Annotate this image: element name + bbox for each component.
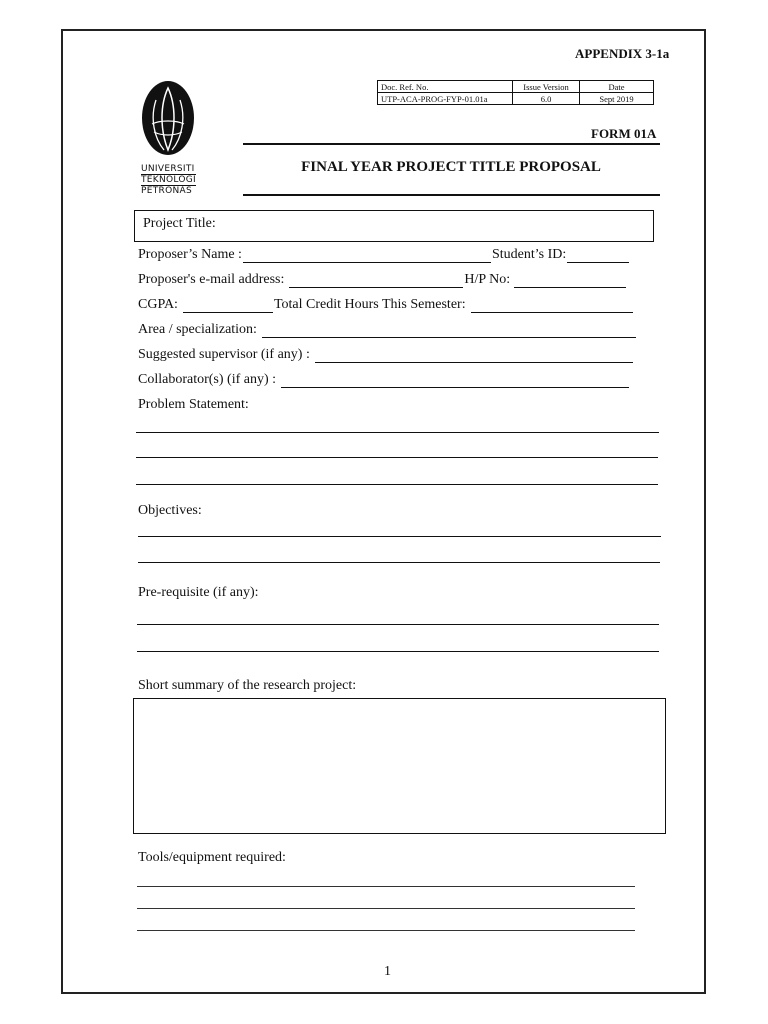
tools-line[interactable]	[137, 930, 635, 931]
prerequisite-line[interactable]	[137, 651, 659, 652]
date-value: Sept 2019	[580, 93, 654, 105]
problem-statement-line[interactable]	[136, 432, 659, 433]
prerequisite-label: Pre-requisite (if any):	[138, 585, 259, 600]
date-header: Date	[580, 81, 654, 93]
problem-statement-line[interactable]	[136, 484, 658, 485]
hp-no-field[interactable]	[514, 275, 626, 288]
cgpa-row	[138, 297, 634, 313]
form-title: FINAL YEAR PROJECT TITLE PROPOSAL	[301, 159, 601, 175]
form-code: FORM 01A	[591, 126, 657, 141]
area-field[interactable]	[262, 325, 636, 338]
doc-ref-value: UTP-ACA-PROG-FYP-01.01a	[378, 93, 513, 105]
credit-hours-field[interactable]	[471, 300, 633, 313]
appendix-label: APPENDIX 3-1a	[575, 46, 670, 61]
project-title-field[interactable]	[134, 210, 654, 242]
objectives-line[interactable]	[138, 562, 660, 563]
objectives-label: Objectives:	[138, 503, 202, 518]
proposer-name-label: Proposer’s Name :	[138, 247, 242, 262]
issue-version-value: 6.0	[513, 93, 580, 105]
logo-line: TEKNOLOGI	[141, 175, 197, 185]
objectives-line[interactable]	[138, 536, 661, 537]
doc-ref-header: Doc. Ref. No.	[378, 81, 513, 93]
project-title-label: Project Title:	[143, 216, 216, 231]
tools-line[interactable]	[137, 886, 635, 887]
header-rule-top	[243, 143, 660, 145]
summary-box[interactable]	[133, 698, 666, 834]
issue-version-header: Issue Version	[513, 81, 580, 93]
logo-line: UNIVERSITI	[141, 164, 195, 174]
email-label: Proposer's e-mail address:	[138, 272, 285, 287]
cgpa-label: CGPA:	[138, 297, 178, 312]
area-label: Area / specialization:	[138, 322, 257, 337]
proposer-name-field[interactable]	[243, 250, 491, 263]
supervisor-label: Suggested supervisor (if any) :	[138, 347, 310, 362]
collaborators-field[interactable]	[281, 375, 629, 388]
supervisor-row	[138, 347, 634, 363]
cgpa-field[interactable]	[183, 300, 273, 313]
collaborators-row	[138, 372, 630, 388]
area-row	[138, 322, 637, 338]
prerequisite-line[interactable]	[137, 624, 659, 625]
logo-wordmark	[141, 164, 196, 196]
problem-statement-line[interactable]	[136, 457, 658, 458]
summary-label: Short summary of the research project:	[138, 678, 357, 693]
credit-hours-label: Total Credit Hours This Semester:	[273, 297, 466, 312]
problem-statement-label: Problem Statement:	[138, 397, 249, 412]
tools-label: Tools/equipment required:	[138, 850, 286, 865]
student-id-label: Student’s ID:	[491, 247, 567, 262]
page-number: 1	[384, 964, 391, 979]
tools-line[interactable]	[137, 908, 635, 909]
supervisor-field[interactable]	[315, 350, 633, 363]
logo-line: PETRONAS	[141, 185, 196, 196]
header-rule-bottom	[243, 194, 660, 196]
student-id-field[interactable]	[567, 250, 629, 263]
email-field[interactable]	[289, 275, 463, 288]
doc-ref-table	[377, 80, 654, 105]
proposer-row	[138, 247, 630, 263]
hp-no-label: H/P No:	[464, 272, 511, 287]
collaborators-label: Collaborator(s) (if any) :	[138, 372, 277, 387]
email-row	[138, 272, 627, 288]
